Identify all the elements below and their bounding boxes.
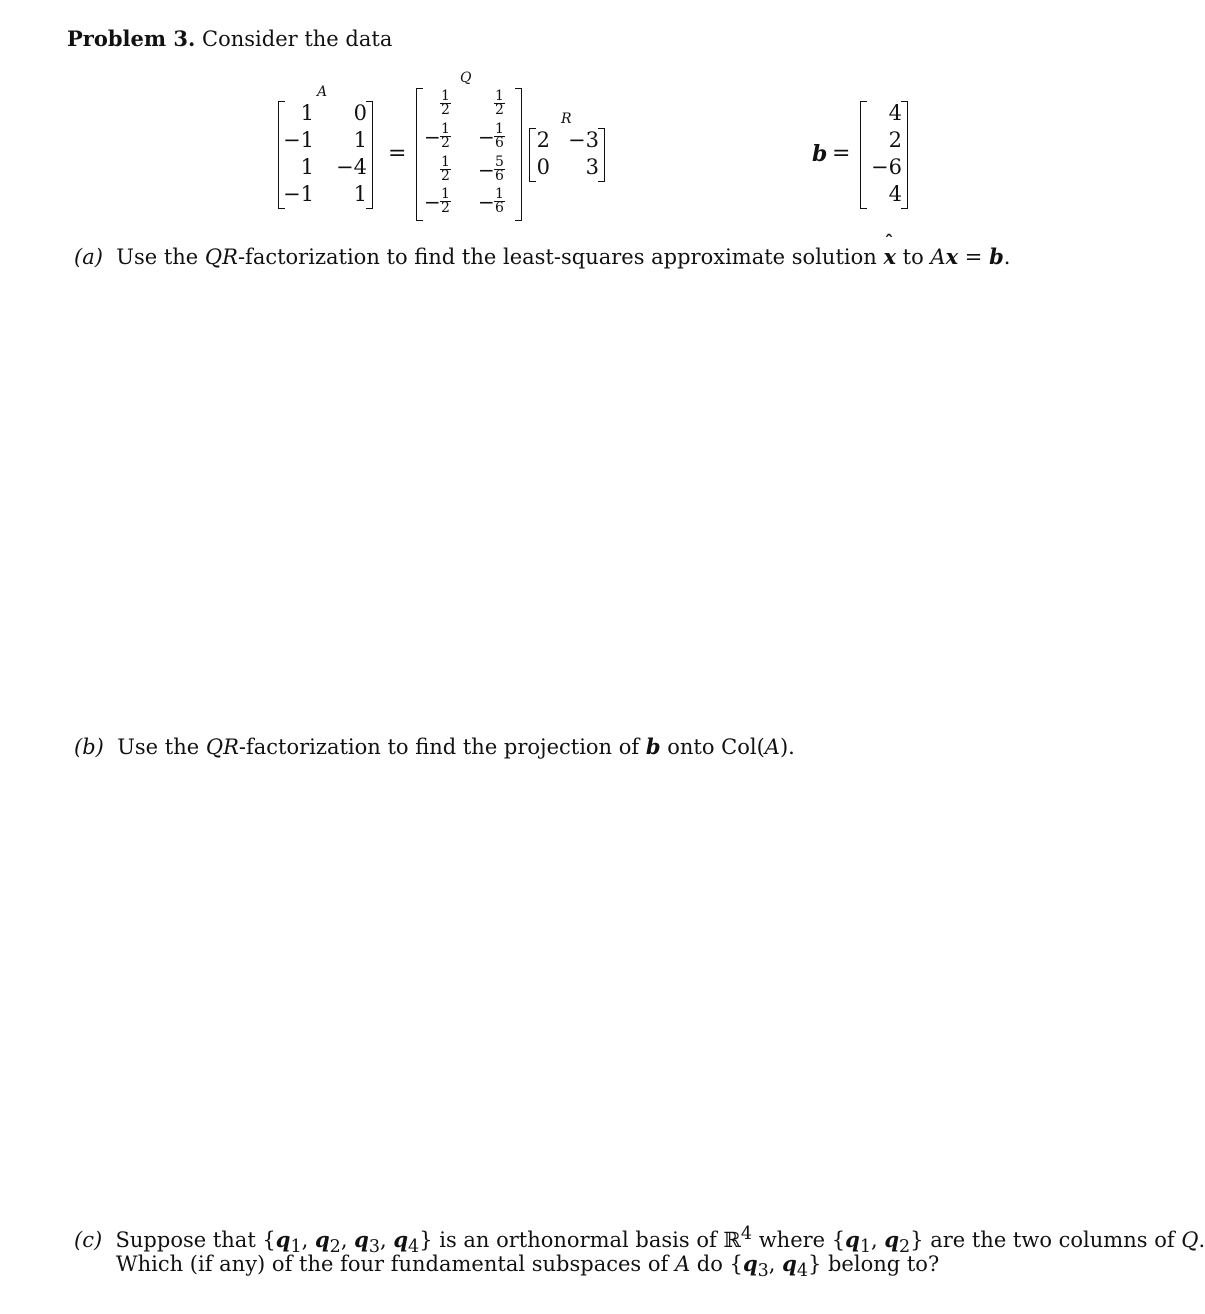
matrix-a bbox=[278, 101, 373, 209]
fraction-entry bbox=[478, 123, 505, 150]
bracket-left bbox=[529, 128, 536, 182]
numerator: 1 bbox=[441, 88, 450, 104]
equals-sign: = bbox=[388, 141, 407, 166]
fraction bbox=[440, 188, 451, 215]
q-symbol: q bbox=[275, 1227, 291, 1252]
matrix-entry: −1 bbox=[283, 128, 314, 152]
qr-symbol: QR bbox=[204, 245, 238, 269]
numerator: 1 bbox=[495, 88, 504, 104]
part-c-line-2 bbox=[116, 1251, 939, 1281]
fraction-entry bbox=[424, 156, 451, 183]
fraction bbox=[440, 90, 451, 117]
fraction-entry bbox=[424, 123, 451, 150]
fraction bbox=[494, 156, 505, 183]
equals: = bbox=[958, 245, 990, 269]
vector-entry: 4 bbox=[888, 101, 902, 125]
matrix-entry: −3 bbox=[568, 128, 599, 152]
b-symbol: b bbox=[989, 244, 1004, 269]
q-symbol: q bbox=[393, 1227, 409, 1252]
part-c-text: } are the two columns of bbox=[910, 1228, 1182, 1252]
subscript: 4 bbox=[408, 1237, 420, 1258]
part-a-label: (a) bbox=[74, 245, 103, 269]
fraction bbox=[494, 188, 505, 215]
denominator: 2 bbox=[441, 200, 450, 216]
part-c-text: where { bbox=[752, 1228, 846, 1252]
matrix-entry: 0 bbox=[536, 155, 550, 179]
matrix-q-label: Q bbox=[460, 70, 472, 86]
comma: , bbox=[301, 1228, 315, 1252]
matrix-entry: 2 bbox=[536, 128, 550, 152]
q-symbol: q bbox=[845, 1227, 860, 1252]
part-c-text: } belong to? bbox=[807, 1252, 940, 1276]
fraction bbox=[440, 123, 451, 150]
vector-entry: 4 bbox=[888, 182, 902, 206]
q-symbol: q bbox=[742, 1251, 758, 1276]
fraction bbox=[440, 156, 451, 183]
x-symbol: x bbox=[945, 244, 959, 269]
matrix-entry: −1 bbox=[283, 182, 314, 206]
problem-intro: Consider the data bbox=[202, 27, 393, 51]
a-symbol: A bbox=[764, 735, 780, 759]
matrix-entry: 1 bbox=[353, 182, 367, 206]
subscript: 4 bbox=[796, 1261, 808, 1282]
denominator: 6 bbox=[495, 135, 504, 151]
part-b-text: Use the bbox=[117, 735, 206, 759]
bracket-right bbox=[366, 101, 373, 209]
problem-header bbox=[67, 26, 392, 51]
matrix-entry: 1 bbox=[300, 155, 314, 179]
denominator: 6 bbox=[495, 200, 504, 216]
fraction-entry bbox=[478, 188, 505, 215]
part-c-text: do { bbox=[690, 1252, 743, 1276]
a-symbol: A bbox=[674, 1252, 691, 1276]
problem-label: Problem 3. bbox=[67, 26, 196, 51]
fraction-entry bbox=[424, 188, 451, 215]
subscript: 1 bbox=[859, 1237, 871, 1258]
matrix-a-label: A bbox=[317, 84, 328, 100]
superscript: 4 bbox=[740, 1224, 753, 1244]
denominator: 2 bbox=[495, 102, 504, 118]
fraction-entry bbox=[478, 90, 505, 117]
numerator: 1 bbox=[495, 186, 504, 202]
b-symbol: b bbox=[645, 734, 661, 759]
period: . bbox=[1198, 1228, 1205, 1252]
numerator: 1 bbox=[441, 186, 450, 202]
comma: , bbox=[380, 1228, 394, 1252]
comma: , bbox=[340, 1228, 355, 1252]
sign: − bbox=[478, 189, 495, 214]
matrix-entry: −4 bbox=[336, 155, 367, 179]
numerator: 5 bbox=[495, 154, 504, 170]
vector-b bbox=[860, 101, 908, 209]
comma: , bbox=[768, 1252, 783, 1276]
vector-entry: 2 bbox=[888, 128, 902, 152]
part-b-text: onto Col( bbox=[660, 735, 765, 759]
denominator: 2 bbox=[441, 135, 450, 151]
q-symbol: q bbox=[314, 1227, 330, 1252]
bracket-right bbox=[598, 128, 605, 182]
sign: − bbox=[424, 189, 441, 214]
q-symbol: q bbox=[782, 1251, 797, 1276]
denominator: 2 bbox=[441, 168, 450, 184]
sign: − bbox=[424, 124, 441, 149]
numerator: 1 bbox=[495, 121, 504, 137]
subscript: 2 bbox=[329, 1237, 341, 1258]
fraction-entry bbox=[424, 90, 451, 117]
part-b-text: ). bbox=[779, 735, 795, 759]
sign: − bbox=[478, 124, 495, 149]
denominator: 2 bbox=[441, 102, 450, 118]
q-matrix-symbol: Q bbox=[1181, 1228, 1199, 1252]
matrix-entry: 1 bbox=[353, 128, 367, 152]
matrix-r bbox=[529, 128, 605, 182]
bracket-left bbox=[860, 101, 867, 209]
matrix-entry: 3 bbox=[585, 155, 599, 179]
part-b-label: (b) bbox=[74, 735, 104, 759]
part-c-label: (c) bbox=[74, 1228, 103, 1252]
subscript: 1 bbox=[290, 1237, 302, 1258]
vector-entry: −6 bbox=[871, 155, 902, 179]
sign: − bbox=[478, 157, 495, 182]
part-a-text: to bbox=[895, 245, 931, 269]
q-symbol: q bbox=[354, 1227, 369, 1252]
part-b bbox=[74, 734, 795, 759]
part-b-text: -factorization to find the projection of bbox=[238, 735, 646, 759]
x-hat-symbol: ˆ x bbox=[883, 244, 896, 269]
subscript: 3 bbox=[757, 1261, 769, 1282]
matrix-entry: 0 bbox=[353, 101, 367, 125]
subscript: 2 bbox=[899, 1237, 911, 1258]
part-c-text: Suppose that { bbox=[115, 1228, 276, 1252]
part-a-text: -factorization to find the least-squares approximate solution bbox=[237, 245, 884, 269]
q-symbol: q bbox=[884, 1227, 900, 1252]
matrix-r-label: R bbox=[561, 111, 572, 127]
part-c-text: Which (if any) of the four fundamental subspaces of bbox=[116, 1252, 675, 1276]
subscript: 3 bbox=[368, 1237, 380, 1258]
part-a-text: Use the bbox=[116, 245, 205, 269]
numerator: 1 bbox=[441, 154, 450, 170]
a-symbol: A bbox=[930, 245, 946, 269]
fraction-entry bbox=[478, 156, 505, 183]
vector-b-label: b bbox=[812, 141, 828, 167]
vector-b-equals: = bbox=[832, 141, 851, 166]
period: . bbox=[1003, 245, 1011, 269]
comma: , bbox=[870, 1228, 885, 1252]
part-a bbox=[74, 244, 1010, 269]
denominator: 6 bbox=[495, 168, 504, 184]
fraction bbox=[494, 90, 505, 117]
qr-symbol: QR bbox=[205, 735, 239, 759]
matrix-entry: 1 bbox=[300, 101, 314, 125]
part-c-text: } is an orthonormal basis of ℝ bbox=[419, 1228, 741, 1252]
bracket-right bbox=[515, 88, 522, 221]
fraction bbox=[494, 123, 505, 150]
numerator: 1 bbox=[441, 121, 450, 137]
matrix-q bbox=[416, 88, 522, 221]
bracket-left bbox=[416, 88, 423, 221]
bracket-right bbox=[901, 101, 908, 209]
